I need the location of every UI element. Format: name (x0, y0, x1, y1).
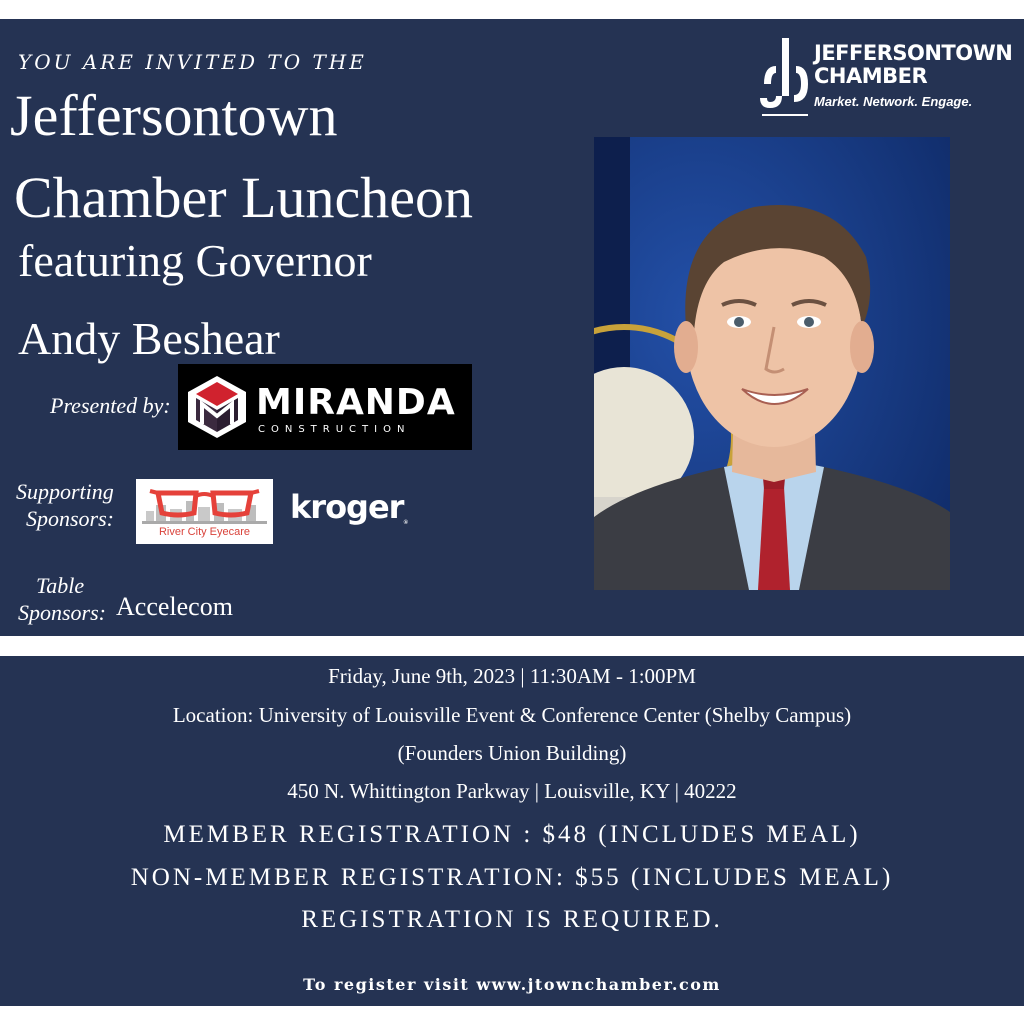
table-label-line1: Table (36, 573, 85, 598)
presented-by-label: Presented by: (50, 393, 171, 418)
event-date-time: Friday, June 9th, 2023 | 11:30AM - 1:00PM (328, 664, 696, 688)
event-title-line2: Chamber Luncheon (14, 165, 474, 230)
supporting-sponsors-label (16, 478, 114, 532)
chamber-name-line2: CHAMBER (814, 64, 928, 88)
table-sponsors-label (18, 572, 106, 626)
chamber-monogram-icon (756, 36, 812, 120)
miranda-subtitle: CONSTRUCTION (258, 424, 411, 435)
eyeglasses-skyline-icon (136, 483, 273, 525)
supporting-label-line2: Sponsors: (26, 506, 115, 531)
jeffersontown-chamber-logo (756, 36, 1013, 120)
non-member-registration: NON-MEMBER REGISTRATION: $55 (INCLUDES MEAL) (130, 864, 894, 891)
miranda-wordmark: MIRANDA (256, 382, 456, 423)
table-label-line2: Sponsors: (18, 600, 107, 625)
registered-mark-icon: ® (403, 520, 411, 526)
supporting-label-line1: Supporting (16, 479, 114, 504)
register-link[interactable]: To register visit www.jtownchamber.com (303, 975, 721, 994)
river-city-eyecare-logo (136, 479, 273, 544)
event-building: (Founders Union Building) (397, 741, 627, 765)
member-registration: MEMBER REGISTRATION : $48 (INCLUDES MEAL) (163, 821, 861, 848)
kroger-logo (290, 488, 411, 526)
river-city-eyecare-name: River City Eyecare (158, 526, 251, 538)
miranda-m-icon (186, 374, 248, 440)
chamber-name-line1: JEFFERSONTOWN (814, 41, 1013, 65)
event-title-line1: Jeffersontown (10, 83, 338, 148)
governor-portrait (594, 137, 950, 590)
chamber-name (814, 42, 1012, 88)
registration-required: REGISTRATION IS REQUIRED. (301, 906, 723, 933)
event-title-line4: Andy Beshear (18, 313, 280, 364)
event-address: 450 N. Whittington Parkway | Louisville, KY | 40222 (287, 779, 737, 803)
portrait-image (594, 137, 950, 590)
chamber-tagline: Market. Network. Engage. (814, 94, 973, 109)
kroger-wordmark: kroger (290, 488, 404, 526)
table-sponsor-name: Accelecom (116, 592, 233, 621)
invited-text: YOU ARE INVITED TO THE (18, 50, 367, 74)
event-title-line3: featuring Governor (18, 235, 372, 286)
miranda-construction-logo (178, 364, 472, 450)
event-location: Location: University of Louisville Event & Conference Center (Shelby Campus) (172, 703, 852, 727)
